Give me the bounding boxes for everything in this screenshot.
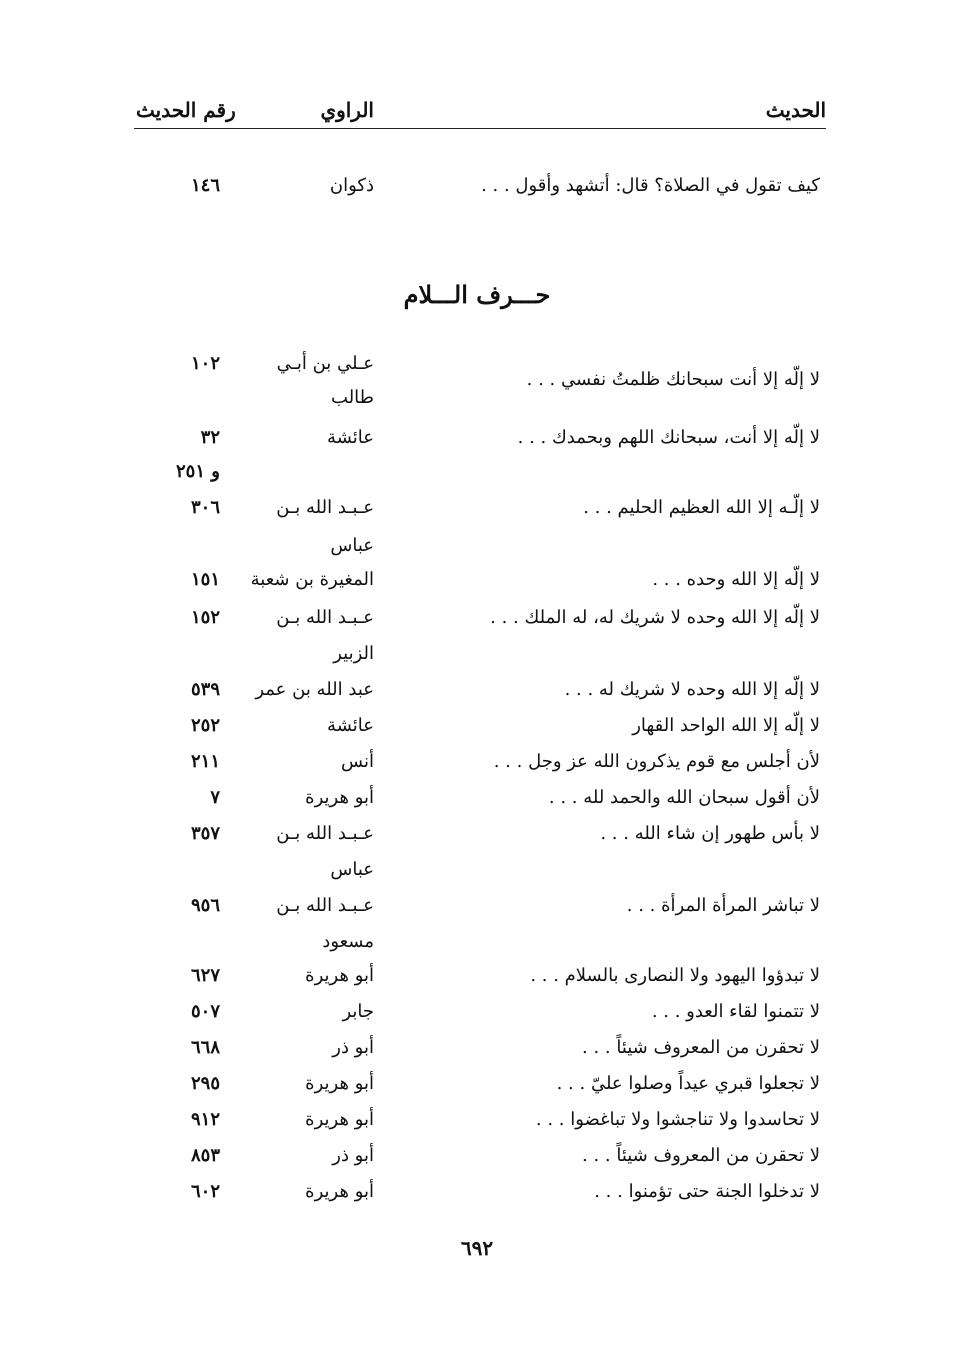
- hadith-text: لأن أجلس مع قوم يذكرون الله عز وجل . . .: [493, 751, 820, 772]
- hadith-text: لا تتمنوا لقاء العدو . . .: [651, 1001, 820, 1022]
- hadith-number: ٦٦٨: [190, 1037, 220, 1058]
- hadith-number: ٩١٢: [190, 1109, 220, 1130]
- hadith-number: ٢٥٢: [190, 715, 220, 736]
- hadith-text: لا تبدؤوا اليهود ولا النصارى بالسلام . . .: [530, 965, 820, 986]
- hadith-text: لا إلّه إلا الله وحده لا شريك له . . .: [564, 679, 820, 700]
- narrator-name: عـبـد الله بـن: [276, 497, 374, 518]
- narrator-name-cont: طالب: [331, 387, 374, 408]
- hadith-number: ٧: [210, 787, 220, 808]
- hadith-number: ٢١١: [190, 751, 220, 772]
- table-row: [0, 958, 954, 998]
- hadith-number: ٣٥٧: [190, 823, 220, 844]
- table-row: [0, 420, 954, 482]
- hadith-text: لا إلّه إلا الله الواحد القهار: [632, 715, 820, 736]
- narrator-name: أبو هريرة: [305, 1073, 374, 1094]
- narrator-name: ذكوان: [329, 175, 374, 196]
- hadith-number: ٨٥٣: [190, 1145, 220, 1166]
- hadith-number: ١٥٢: [190, 607, 220, 628]
- table-row: [0, 744, 954, 784]
- table-row: [0, 780, 954, 820]
- hadith-text: لأن أقول سبحان الله والحمد لله . . .: [548, 787, 820, 808]
- narrator-name: أبو هريرة: [305, 1181, 374, 1202]
- hadith-text: لا تجعلوا قبري عيداً وصلوا عليّ . . .: [556, 1073, 820, 1094]
- hadith-number: ٩٥٦: [190, 895, 220, 916]
- narrator-name: المغيرة بن شعبة: [250, 569, 374, 590]
- narrator-name: عبد الله بن عمر: [255, 679, 374, 700]
- table-row: [0, 168, 954, 208]
- narrator-name: عـبـد الله بـن: [276, 607, 374, 628]
- table-row: [0, 1102, 954, 1142]
- hadith-text: لا تحقرن من المعروف شيئاً . . .: [582, 1037, 820, 1058]
- table-row: [0, 672, 954, 712]
- narrator-name: أبو هريرة: [305, 787, 374, 808]
- narrator-name: عائشة: [327, 427, 374, 448]
- hadith-text: لا إلّه إلا أنت سبحانك ظلمتُ نفسي . . .: [526, 369, 820, 390]
- table-row: [0, 353, 954, 408]
- table-row: [0, 1066, 954, 1106]
- table-row: [0, 600, 954, 664]
- table-row: [0, 888, 954, 952]
- hadith-number-cont: و ٢٥١: [176, 461, 220, 482]
- narrator-name: عـلي بن أبـي: [276, 353, 374, 374]
- page-number: ٦٩٢: [460, 1236, 494, 1260]
- hadith-number: ٥٣٩: [190, 679, 220, 700]
- hadith-text: لا تحقرن من المعروف شيئاً . . .: [582, 1145, 820, 1166]
- narrator-name: جابر: [342, 1001, 374, 1022]
- hadith-number: ١٤٦: [190, 175, 220, 196]
- hadith-number: ٦٠٢: [190, 1181, 220, 1202]
- narrator-name: عائشة: [327, 715, 374, 736]
- hadith-text: لا تحاسدوا ولا تناجشوا ولا تباغضوا . . .: [535, 1109, 820, 1130]
- table-row: [0, 708, 954, 748]
- narrator-name-cont: مسعود: [322, 931, 374, 952]
- hadith-number: ١٥١: [190, 569, 220, 590]
- hadith-text: لا إلّه إلا أنت، سبحانك اللهم وبحمدك . . .: [517, 427, 820, 448]
- hadith-number: ١٠٢: [190, 353, 220, 374]
- hadith-text: لا تدخلوا الجنة حتى تؤمنوا . . .: [594, 1181, 820, 1202]
- column-header-narrator: الراوي: [320, 98, 374, 122]
- hadith-number: ٦٢٧: [190, 965, 220, 986]
- hadith-text: لا تباشر المرأة المرأة . . .: [626, 895, 820, 916]
- table-row: [0, 816, 954, 880]
- narrator-name-cont: الزبير: [333, 643, 374, 664]
- narrator-name-cont: عباس: [330, 535, 374, 556]
- table-row: [0, 490, 954, 556]
- narrator-name: أبو ذر: [332, 1145, 374, 1166]
- hadith-text: لا إلّه إلا الله وحده . . .: [652, 569, 820, 590]
- narrator-name: أبو هريرة: [305, 1109, 374, 1130]
- column-header-hadith: الحديث: [765, 98, 826, 122]
- table-row: [0, 1030, 954, 1070]
- table-row: [0, 562, 954, 602]
- narrator-name-cont: عباس: [330, 859, 374, 880]
- hadith-number: ٢٩٥: [190, 1073, 220, 1094]
- hadith-number: ٥٠٧: [190, 1001, 220, 1022]
- narrator-name: أبو ذر: [332, 1037, 374, 1058]
- hadith-text: كيف تقول في الصلاة؟ قال: أتشهد وأقول . . .: [481, 175, 820, 196]
- narrator-name: عـبـد الله بـن: [276, 895, 374, 916]
- hadith-number: ٣٢: [200, 427, 220, 448]
- narrator-name: أنس: [341, 751, 374, 772]
- narrator-name: عـبـد الله بـن: [276, 823, 374, 844]
- narrator-name: أبو هريرة: [305, 965, 374, 986]
- table-row: [0, 1138, 954, 1178]
- section-title: حـــرف الـــلام: [403, 280, 551, 309]
- hadith-text: لا إلّـه إلا الله العظيم الحليم . . .: [583, 497, 820, 518]
- column-header-number: رقم الحديث: [136, 98, 236, 122]
- hadith-text: لا بأس طهور إن شاء الله . . .: [600, 823, 820, 844]
- hadith-number: ٣٠٦: [190, 497, 220, 518]
- table-row: [0, 1174, 954, 1214]
- table-row: [0, 994, 954, 1034]
- header-rule: [134, 128, 826, 129]
- hadith-text: لا إلّه إلا الله وحده لا شريك له، له الملك . . .: [490, 607, 820, 628]
